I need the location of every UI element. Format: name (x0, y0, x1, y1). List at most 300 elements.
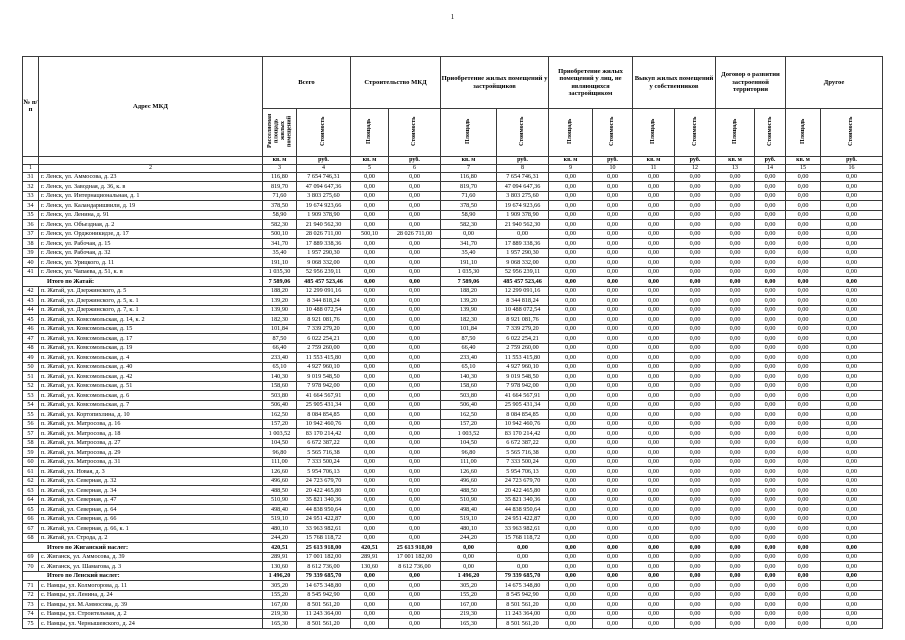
purchase-other-cost-cell: 0,00 (593, 277, 633, 287)
buyout-area-cell: 0,00 (633, 486, 675, 496)
construction-cost-cell: 0,00 (389, 172, 441, 182)
buyout-cost-cell: 0,00 (675, 429, 716, 439)
other-area-cell: 0,00 (786, 229, 821, 239)
total-area-cell: 116,80 (263, 172, 297, 182)
buyout-cost-cell: 0,00 (675, 410, 716, 420)
subheader-cell (821, 109, 883, 157)
total-area-cell: 158,60 (263, 381, 297, 391)
purchase-developer-area-cell: 510,90 (441, 495, 497, 505)
total-cost-cell: 8 612 736,00 (297, 562, 351, 572)
construction-cost-cell: 0,00 (389, 362, 441, 372)
construction-cost-cell: 0,00 (389, 476, 441, 486)
construction-area-cell: 500,10 (351, 229, 389, 239)
buyout-area-cell: 0,00 (633, 267, 675, 277)
total-area-cell: 87,50 (263, 334, 297, 344)
construction-cost-cell: 25 613 918,00 (389, 543, 441, 553)
row-number-cell: 56 (23, 419, 39, 429)
other-cost-cell: 0,00 (821, 343, 883, 353)
total-cost-cell: 9 068 332,00 (297, 258, 351, 268)
total-cost-cell: 8 501 561,20 (297, 619, 351, 629)
construction-cost-cell: 0,00 (389, 305, 441, 315)
total-cost-cell: 79 339 685,70 (297, 571, 351, 581)
other-cost-cell: 0,00 (821, 258, 883, 268)
total-cost-cell: 11 243 364,00 (297, 609, 351, 619)
address-cell: с. Жиганск, ул. Шамагова, д. 3 (39, 562, 263, 572)
other-cost-cell: 0,00 (821, 191, 883, 201)
other-area-cell: 0,00 (786, 372, 821, 382)
purchase-developer-cost-cell: 2 759 260,00 (497, 343, 549, 353)
subheader-cell (351, 109, 389, 157)
other-cost-cell: 0,00 (821, 372, 883, 382)
column-number: 7 (441, 164, 497, 172)
development-contract-area-cell: 0,00 (716, 562, 755, 572)
row-number-cell: 40 (23, 258, 39, 268)
other-cost-cell: 0,00 (821, 267, 883, 277)
row-number-cell: 55 (23, 410, 39, 420)
purchase-other-area-cell: 0,00 (549, 619, 593, 629)
construction-cost-cell: 0,00 (389, 448, 441, 458)
total-area-cell: 289,91 (263, 552, 297, 562)
purchase-developer-area-cell: 165,30 (441, 619, 497, 629)
other-area-cell: 0,00 (786, 524, 821, 534)
buyout-area-cell: 0,00 (633, 286, 675, 296)
buyout-area-cell: 0,00 (633, 448, 675, 458)
buyout-area-cell: 0,00 (633, 609, 675, 619)
other-cost-cell: 0,00 (821, 210, 883, 220)
buyout-area-cell: 0,00 (633, 372, 675, 382)
total-area-cell: 498,40 (263, 505, 297, 515)
total-cost-cell: 6 672 387,22 (297, 438, 351, 448)
construction-cost-cell: 0,00 (389, 324, 441, 334)
development-contract-area-cell: 0,00 (716, 514, 755, 524)
table-row (23, 419, 883, 429)
development-contract-cost-cell: 0,00 (755, 467, 786, 477)
purchase-developer-area-cell: 519,10 (441, 514, 497, 524)
purchase-other-cost-cell: 0,00 (593, 400, 633, 410)
development-contract-cost-cell: 0,00 (755, 505, 786, 515)
buyout-cost-cell: 0,00 (675, 353, 716, 363)
purchase-developer-area-cell: 0,00 (441, 543, 497, 553)
buyout-area-cell: 0,00 (633, 305, 675, 315)
row-number-cell: 50 (23, 362, 39, 372)
table-row (23, 343, 883, 353)
other-area-cell: 0,00 (786, 429, 821, 439)
development-contract-area-cell: 0,00 (716, 381, 755, 391)
total-area-cell: 96,80 (263, 448, 297, 458)
construction-area-cell: 0,00 (351, 609, 389, 619)
total-area-cell: 182,30 (263, 315, 297, 325)
purchase-other-cost-cell: 0,00 (593, 619, 633, 629)
buyout-cost-cell: 0,00 (675, 391, 716, 401)
development-contract-area-cell: 0,00 (716, 315, 755, 325)
other-area-cell: 0,00 (786, 305, 821, 315)
construction-cost-cell: 8 612 736,00 (389, 562, 441, 572)
buyout-area-cell: 0,00 (633, 258, 675, 268)
buyout-cost-cell: 0,00 (675, 514, 716, 524)
purchase-developer-cost-cell: 0,00 (497, 552, 549, 562)
development-contract-area-cell: 0,00 (716, 191, 755, 201)
subheader-label: Площадь (567, 118, 574, 144)
total-cost-cell: 44 838 950,64 (297, 505, 351, 515)
total-cost-cell: 2 759 260,00 (297, 343, 351, 353)
address-cell: с. Намцы, ул. Чернышевского, д. 24 (39, 619, 263, 629)
purchase-other-area-cell: 0,00 (549, 514, 593, 524)
total-cost-cell: 11 553 415,80 (297, 353, 351, 363)
total-cost-cell: 14 675 348,80 (297, 581, 351, 591)
address-cell: г. Ленск, ул. Чапаева, д. 51, к. в (39, 267, 263, 277)
unit-cell: кв. м (263, 156, 297, 164)
purchase-developer-area-cell: 496,60 (441, 476, 497, 486)
development-contract-area-cell: 0,00 (716, 571, 755, 581)
construction-cost-cell: 0,00 (389, 343, 441, 353)
subheader-label: Площадь (465, 118, 472, 144)
total-cost-cell: 41 664 567,91 (297, 391, 351, 401)
other-area-cell: 0,00 (786, 277, 821, 287)
purchase-other-cost-cell: 0,00 (593, 334, 633, 344)
construction-area-cell: 0,00 (351, 467, 389, 477)
total-cost-cell: 83 170 214,42 (297, 429, 351, 439)
construction-area-cell: 0,00 (351, 315, 389, 325)
development-contract-cost-cell: 0,00 (755, 429, 786, 439)
row-number-cell: 69 (23, 552, 39, 562)
purchase-developer-area-cell: 182,30 (441, 315, 497, 325)
construction-cost-cell: 0,00 (389, 495, 441, 505)
purchase-developer-cost-cell: 1 909 378,90 (497, 210, 549, 220)
purchase-other-area-cell: 0,00 (549, 267, 593, 277)
column-number: 11 (633, 164, 675, 172)
purchase-other-area-cell: 0,00 (549, 391, 593, 401)
column-number: 2 (39, 164, 263, 172)
table-row (23, 533, 883, 543)
purchase-developer-area-cell: 139,90 (441, 305, 497, 315)
buyout-area-cell: 0,00 (633, 457, 675, 467)
purchase-other-cost-cell: 0,00 (593, 486, 633, 496)
subheader-label: Расселяемая площадь жилых помещений (266, 113, 292, 149)
address-cell: п. Жатай, ул. Кортопихлина, д. 10 (39, 410, 263, 420)
unit-cell: кв. м (786, 156, 821, 164)
development-contract-area-cell: 0,00 (716, 334, 755, 344)
subtotal-label: Итого по Ленский наслег: (23, 571, 263, 581)
purchase-other-area-cell: 0,00 (549, 524, 593, 534)
row-number-cell: 48 (23, 343, 39, 353)
total-area-cell: 488,50 (263, 486, 297, 496)
address-cell: п. Жатай, ул. Матросова, д. 29 (39, 448, 263, 458)
purchase-developer-cost-cell: 3 803 275,60 (497, 191, 549, 201)
purchase-developer-cost-cell: 9 068 332,00 (497, 258, 549, 268)
development-contract-cost-cell: 0,00 (755, 457, 786, 467)
development-contract-cost-cell: 0,00 (755, 305, 786, 315)
purchase-developer-cost-cell: 0,00 (497, 229, 549, 239)
development-contract-cost-cell: 0,00 (755, 210, 786, 220)
table-row (23, 220, 883, 230)
column-number: 1 (23, 164, 39, 172)
other-area-cell: 0,00 (786, 486, 821, 496)
purchase-other-cost-cell: 0,00 (593, 448, 633, 458)
purchase-developer-cost-cell: 47 094 647,36 (497, 182, 549, 192)
purchase-developer-cost-cell: 7 339 279,20 (497, 324, 549, 334)
construction-area-cell: 0,00 (351, 581, 389, 591)
units-cell-empty (23, 156, 39, 164)
subtotal-row (23, 543, 883, 553)
other-area-cell: 0,00 (786, 533, 821, 543)
buyout-cost-cell: 0,00 (675, 334, 716, 344)
total-cost-cell: 28 026 711,00 (297, 229, 351, 239)
other-cost-cell: 0,00 (821, 495, 883, 505)
other-area-cell: 0,00 (786, 248, 821, 258)
other-area-cell: 0,00 (786, 381, 821, 391)
purchase-developer-cost-cell: 10 488 072,54 (497, 305, 549, 315)
purchase-other-cost-cell: 0,00 (593, 210, 633, 220)
development-contract-cost-cell: 0,00 (755, 201, 786, 211)
purchase-developer-area-cell: 139,20 (441, 296, 497, 306)
purchase-developer-cost-cell: 0,00 (497, 562, 549, 572)
buyout-area-cell: 0,00 (633, 229, 675, 239)
table-row (23, 210, 883, 220)
table-row (23, 524, 883, 534)
other-area-cell: 0,00 (786, 419, 821, 429)
total-cost-cell: 485 457 523,46 (297, 277, 351, 287)
table-row (23, 429, 883, 439)
construction-cost-cell: 0,00 (389, 533, 441, 543)
construction-area-cell: 0,00 (351, 191, 389, 201)
construction-cost-cell: 0,00 (389, 267, 441, 277)
column-number: 9 (549, 164, 593, 172)
development-contract-area-cell: 0,00 (716, 429, 755, 439)
purchase-other-cost-cell: 0,00 (593, 324, 633, 334)
purchase-other-area-cell: 0,00 (549, 400, 593, 410)
table-row (23, 324, 883, 334)
development-contract-area-cell: 0,00 (716, 277, 755, 287)
total-area-cell: 126,60 (263, 467, 297, 477)
other-cost-cell: 0,00 (821, 391, 883, 401)
other-area-cell: 0,00 (786, 457, 821, 467)
purchase-developer-area-cell: 126,60 (441, 467, 497, 477)
purchase-other-area-cell: 0,00 (549, 343, 593, 353)
construction-area-cell: 0,00 (351, 305, 389, 315)
development-contract-cost-cell: 0,00 (755, 400, 786, 410)
table-header (23, 57, 883, 173)
development-contract-cost-cell: 0,00 (755, 277, 786, 287)
purchase-developer-area-cell: 35,40 (441, 248, 497, 258)
page-number: 1 (450, 13, 455, 21)
total-cost-cell: 3 803 275,60 (297, 191, 351, 201)
purchase-developer-cost-cell: 17 889 338,36 (497, 239, 549, 249)
row-number-cell: 63 (23, 486, 39, 496)
buyout-cost-cell: 0,00 (675, 324, 716, 334)
buyout-cost-cell: 0,00 (675, 210, 716, 220)
purchase-other-cost-cell: 0,00 (593, 182, 633, 192)
subheader-label: Стоимость (609, 116, 616, 146)
purchase-developer-area-cell: 158,60 (441, 381, 497, 391)
purchase-developer-cost-cell: 24 951 422,87 (497, 514, 549, 524)
table-row (23, 600, 883, 610)
development-contract-area-cell: 0,00 (716, 229, 755, 239)
purchase-developer-cost-cell: 8 501 561,20 (497, 600, 549, 610)
buyout-cost-cell: 0,00 (675, 438, 716, 448)
other-cost-cell: 0,00 (821, 571, 883, 581)
purchase-developer-cost-cell: 8 501 561,20 (497, 619, 549, 629)
purchase-other-area-cell: 0,00 (549, 248, 593, 258)
purchase-other-area-cell: 0,00 (549, 334, 593, 344)
construction-cost-cell: 0,00 (389, 220, 441, 230)
purchase-developer-cost-cell: 25 905 431,34 (497, 400, 549, 410)
construction-area-cell: 0,00 (351, 533, 389, 543)
other-area-cell: 0,00 (786, 239, 821, 249)
development-contract-area-cell: 0,00 (716, 600, 755, 610)
address-cell: п. Жатай, ул. Строда, д. 2 (39, 533, 263, 543)
purchase-developer-cost-cell: 12 299 091,16 (497, 286, 549, 296)
buyout-cost-cell: 0,00 (675, 220, 716, 230)
purchase-other-area-cell: 0,00 (549, 381, 593, 391)
other-cost-cell: 0,00 (821, 182, 883, 192)
other-cost-cell: 0,00 (821, 619, 883, 629)
development-contract-area-cell: 0,00 (716, 543, 755, 553)
other-area-cell: 0,00 (786, 172, 821, 182)
development-contract-cost-cell: 0,00 (755, 543, 786, 553)
construction-area-cell: 0,00 (351, 391, 389, 401)
total-area-cell: 341,70 (263, 239, 297, 249)
address-cell: п. Жатай, ул. Комсомольская, д. 7 (39, 400, 263, 410)
total-area-cell: 305,20 (263, 581, 297, 591)
subheader-label: Площадь (731, 118, 738, 144)
unit-cell: кв. м (716, 156, 755, 164)
construction-area-cell: 0,00 (351, 267, 389, 277)
row-number-cell: 41 (23, 267, 39, 277)
buyout-cost-cell: 0,00 (675, 476, 716, 486)
development-contract-cost-cell: 0,00 (755, 353, 786, 363)
purchase-other-area-cell: 0,00 (549, 543, 593, 553)
construction-cost-cell: 0,00 (389, 286, 441, 296)
purchase-developer-area-cell: 111,00 (441, 457, 497, 467)
construction-area-cell: 0,00 (351, 400, 389, 410)
other-cost-cell: 0,00 (821, 381, 883, 391)
other-cost-cell: 0,00 (821, 505, 883, 515)
purchase-developer-area-cell: 191,10 (441, 258, 497, 268)
purchase-developer-cost-cell: 6 672 387,22 (497, 438, 549, 448)
construction-cost-cell: 0,00 (389, 571, 441, 581)
construction-cost-cell: 0,00 (389, 457, 441, 467)
table-row (23, 334, 883, 344)
other-cost-cell: 0,00 (821, 600, 883, 610)
total-area-cell: 7 589,06 (263, 277, 297, 287)
purchase-other-area-cell: 0,00 (549, 590, 593, 600)
construction-cost-cell: 0,00 (389, 590, 441, 600)
row-number-cell: 70 (23, 562, 39, 572)
purchase-other-cost-cell: 0,00 (593, 353, 633, 363)
other-area-cell: 0,00 (786, 590, 821, 600)
total-cost-cell: 33 963 982,61 (297, 524, 351, 534)
purchase-developer-area-cell: 71,60 (441, 191, 497, 201)
purchase-other-cost-cell: 0,00 (593, 533, 633, 543)
other-cost-cell: 0,00 (821, 476, 883, 486)
buyout-cost-cell: 0,00 (675, 372, 716, 382)
total-cost-cell: 47 094 647,36 (297, 182, 351, 192)
construction-cost-cell: 28 026 711,00 (389, 229, 441, 239)
purchase-developer-cost-cell: 52 956 239,11 (497, 267, 549, 277)
purchase-other-cost-cell: 0,00 (593, 191, 633, 201)
construction-cost-cell: 0,00 (389, 201, 441, 211)
table-row (23, 495, 883, 505)
purchase-other-area-cell: 0,00 (549, 353, 593, 363)
row-number-cell: 49 (23, 353, 39, 363)
purchase-other-cost-cell: 0,00 (593, 391, 633, 401)
construction-area-cell: 289,91 (351, 552, 389, 562)
construction-cost-cell: 0,00 (389, 248, 441, 258)
row-number-cell: 45 (23, 315, 39, 325)
address-cell: п. Жатай, ул. Комсомольская, д. 42 (39, 372, 263, 382)
development-contract-area-cell: 0,00 (716, 362, 755, 372)
buyout-area-cell: 0,00 (633, 334, 675, 344)
column-number: 6 (389, 164, 441, 172)
table-row (23, 562, 883, 572)
purchase-developer-cost-cell: 8 921 081,76 (497, 315, 549, 325)
purchase-developer-cost-cell: 1 957 290,30 (497, 248, 549, 258)
construction-area-cell: 0,00 (351, 372, 389, 382)
construction-cost-cell: 0,00 (389, 372, 441, 382)
other-cost-cell: 0,00 (821, 229, 883, 239)
construction-area-cell: 0,00 (351, 438, 389, 448)
construction-cost-cell: 17 001 182,00 (389, 552, 441, 562)
total-area-cell: 219,30 (263, 609, 297, 619)
development-contract-area-cell: 0,00 (716, 239, 755, 249)
buyout-area-cell: 0,00 (633, 429, 675, 439)
other-area-cell: 0,00 (786, 343, 821, 353)
row-number-cell: 58 (23, 438, 39, 448)
address-cell: с. Намцы, ул. Строительная, д. 2 (39, 609, 263, 619)
column-number: 12 (675, 164, 716, 172)
construction-cost-cell: 0,00 (389, 239, 441, 249)
total-cost-cell: 12 299 091,16 (297, 286, 351, 296)
buyout-cost-cell: 0,00 (675, 296, 716, 306)
buyout-cost-cell: 0,00 (675, 448, 716, 458)
unit-cell: руб. (675, 156, 716, 164)
development-contract-cost-cell: 0,00 (755, 267, 786, 277)
purchase-developer-cost-cell: 15 768 118,72 (497, 533, 549, 543)
purchase-other-area-cell: 0,00 (549, 581, 593, 591)
buyout-cost-cell: 0,00 (675, 571, 716, 581)
development-contract-cost-cell: 0,00 (755, 239, 786, 249)
development-contract-area-cell: 0,00 (716, 248, 755, 258)
row-number-cell: 46 (23, 324, 39, 334)
buyout-cost-cell: 0,00 (675, 609, 716, 619)
address-cell: г. Ленск, ул. Каландаришвили, д. 19 (39, 201, 263, 211)
development-contract-area-cell: 0,00 (716, 220, 755, 230)
address-cell: п. Жатай, ул. Северная, д. 64 (39, 505, 263, 515)
buyout-cost-cell: 0,00 (675, 590, 716, 600)
row-number-cell: 72 (23, 590, 39, 600)
purchase-developer-cost-cell: 14 675 348,80 (497, 581, 549, 591)
development-contract-cost-cell: 0,00 (755, 229, 786, 239)
purchase-other-cost-cell: 0,00 (593, 609, 633, 619)
address-cell: с. Жиганск, ул. Аммосова, д. 39 (39, 552, 263, 562)
address-cell: п. Жатай, ул. Матросова, д. 27 (39, 438, 263, 448)
total-cost-cell: 7 978 942,00 (297, 381, 351, 391)
total-area-cell: 104,50 (263, 438, 297, 448)
other-cost-cell: 0,00 (821, 581, 883, 591)
total-cost-cell: 7 654 746,31 (297, 172, 351, 182)
development-contract-cost-cell: 0,00 (755, 334, 786, 344)
purchase-other-cost-cell: 0,00 (593, 229, 633, 239)
construction-area-cell: 0,00 (351, 600, 389, 610)
purchase-other-area-cell: 0,00 (549, 552, 593, 562)
buyout-area-cell: 0,00 (633, 410, 675, 420)
development-contract-area-cell: 0,00 (716, 467, 755, 477)
buyout-cost-cell: 0,00 (675, 457, 716, 467)
other-cost-cell: 0,00 (821, 410, 883, 420)
development-contract-cost-cell: 0,00 (755, 372, 786, 382)
construction-area-cell: 0,00 (351, 258, 389, 268)
purchase-developer-area-cell: 219,30 (441, 609, 497, 619)
